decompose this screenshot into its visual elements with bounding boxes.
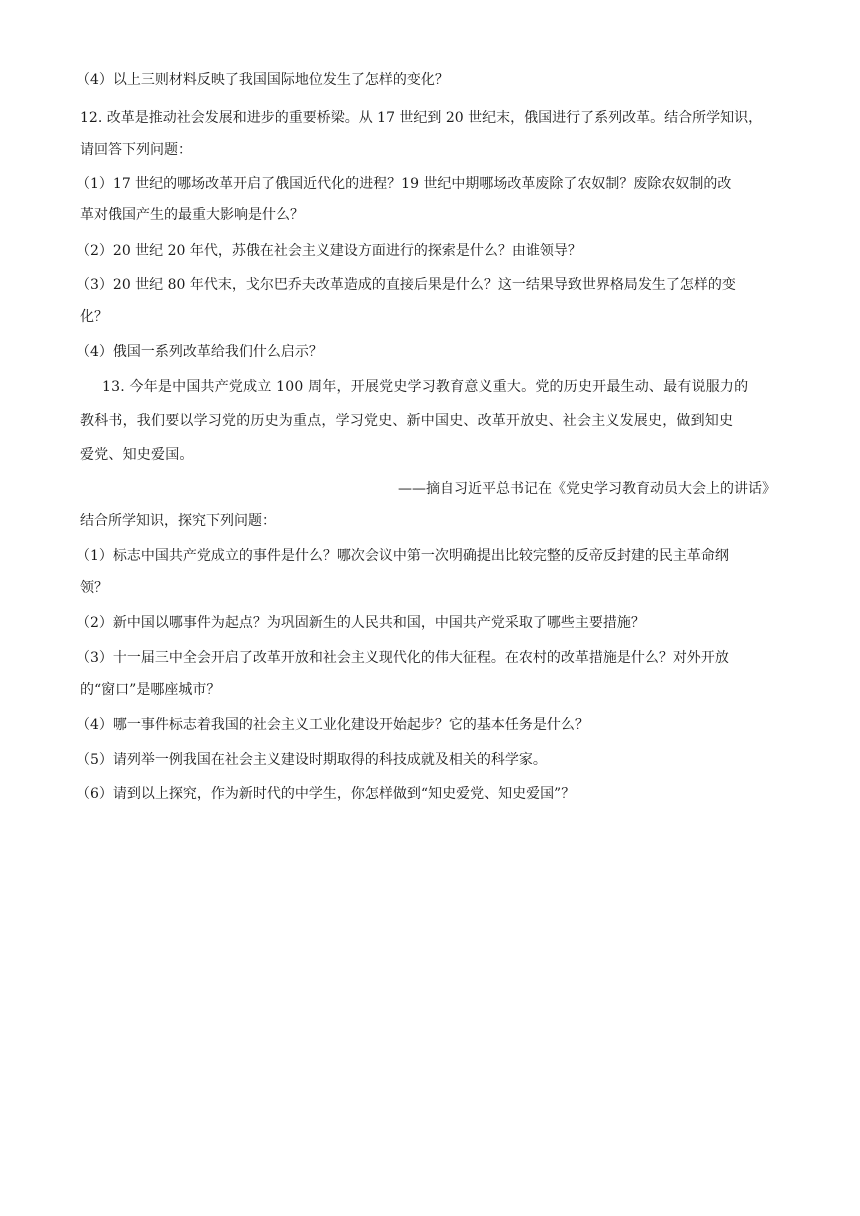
q12-sub3-line1: （3）20 世纪 80 年代末，戈尔巴乔夫改革造成的直接后果是什么？这一结果导致世界格局发生了怎样的变 bbox=[76, 277, 736, 293]
q12-stem-line1: 12. 改革是推动社会发展和进步的重要桥梁。从 17 世纪到 20 世纪末，俄国进行了系列改革。结合所学知识， bbox=[80, 110, 763, 126]
q13-sub1-line1: （1）标志中国共产党成立的事件是什么？哪次会议中第一次明确提出比较完整的反帝反封建的民主革命纲 bbox=[76, 548, 729, 564]
q13-sub5: （5）请列举一例我国在社会主义建设时期取得的科技成就及相关的科学家。 bbox=[76, 752, 547, 768]
q12-sub4: （4）俄国一系列改革给我们什么启示？ bbox=[76, 344, 323, 360]
q13-sub4: （4）哪一事件标志着我国的社会主义工业化建设开始起步？它的基本任务是什么？ bbox=[76, 717, 589, 733]
q13-sub3-line2: 的“窗口”是哪座城市？ bbox=[80, 682, 221, 698]
q12-sub1-line1: （1）17 世纪的哪场改革开启了俄国近代化的进程？19 世纪中期哪场改革废除了农奴制？废除农奴制的改 bbox=[76, 176, 732, 192]
q12-sub1-line2: 革对俄国产生的最重大影响是什么？ bbox=[80, 207, 304, 223]
q13-source: ——摘自习近平总书记在《党史学习教育动员大会上的讲话》 bbox=[398, 481, 776, 497]
q12-sub3-line2: 化？ bbox=[80, 309, 108, 325]
q13-sub1-line2: 领？ bbox=[80, 580, 108, 596]
q12-sub2: （2）20 世纪 20 年代，苏俄在社会主义建设方面进行的探索是什么？由谁领导？ bbox=[76, 243, 582, 259]
q12-stem-line2: 请回答下列问题： bbox=[80, 142, 192, 158]
q13-material-line1: 13. 今年是中国共产党成立 100 周年，开展党史学习教育意义重大。党的历史开最生动、最有说服力的 bbox=[102, 379, 749, 395]
q13-material-line2: 教科书，我们要以学习党的历史为重点，学习党史、新中国史、改革开放史、社会主义发展史，做到知史 bbox=[80, 413, 734, 429]
q11-sub4: （4）以上三则材料反映了我国国际地位发生了怎样的变化？ bbox=[76, 72, 449, 88]
q13-sub2: （2）新中国以哪事件为起点？为巩固新生的人民共和国，中国共产党采取了哪些主要措施？ bbox=[76, 615, 645, 631]
q13-sub6: （6）请到以上探究，作为新时代的中学生，你怎样做到“知史爱党、知史爱国”？ bbox=[76, 786, 576, 802]
q13-prompt: 结合所学知识，探究下列问题： bbox=[80, 513, 276, 529]
q13-material-line3: 爱党、知史爱国。 bbox=[80, 447, 194, 463]
q13-sub3-line1: （3）十一届三中全会开启了改革开放和社会主义现代化的伟大征程。在农村的改革措施是什么？对外开放 bbox=[76, 650, 729, 666]
